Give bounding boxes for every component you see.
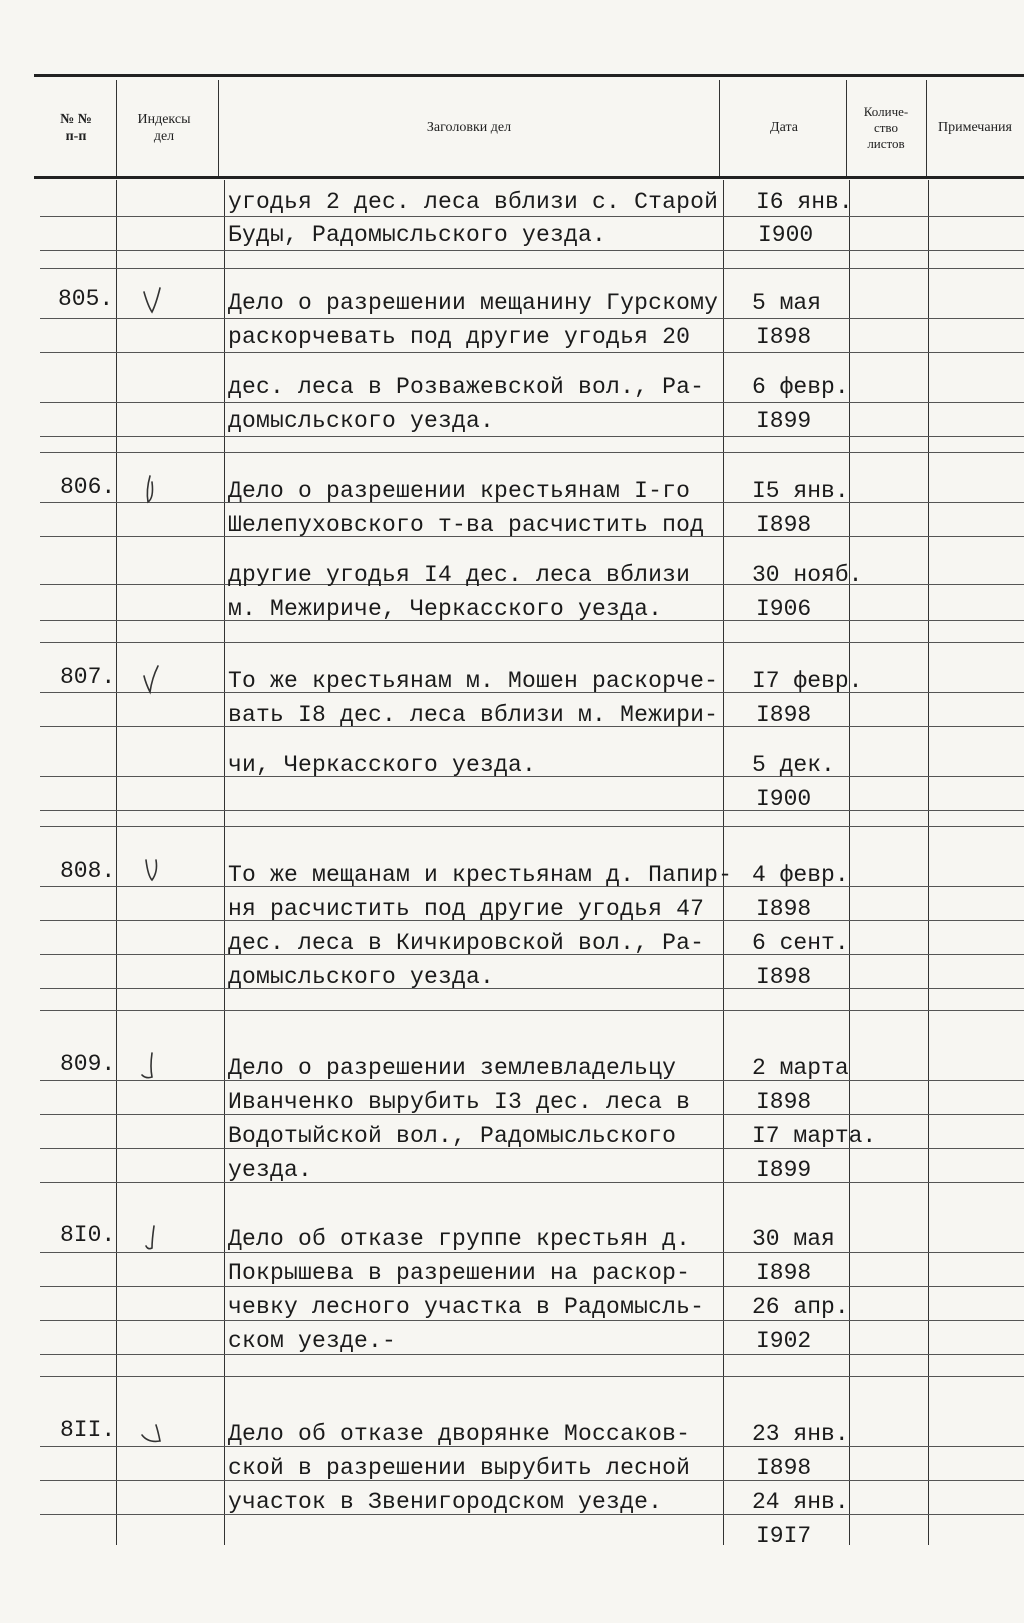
date-value: 4 февр. [752,862,849,888]
title-line: Дело о разрешении крестьянам I-го [228,478,691,504]
row-rule [40,1286,1024,1287]
date-value: 5 мая [752,290,822,316]
title-line: Буды, Радомысльского уезда. [228,222,607,248]
row-rule [40,1010,1024,1011]
header-separator [719,80,720,176]
date-value: I900 [758,222,814,248]
date-value: I906 [756,596,812,622]
header-separator [218,80,219,176]
entry-number: 805. [58,286,114,312]
date-value: I900 [756,786,812,812]
title-line: раскорчевать под другие угодья 20 [228,324,691,350]
date-value: I902 [756,1328,812,1354]
entry-number: 8I0. [60,1222,116,1248]
title-line: То же крестьянам м. Мошен раскорче- [228,668,719,694]
header-date: Дата [770,120,798,136]
column-line [116,180,117,1545]
title-line: участок в Звенигородском уезде. [228,1489,663,1515]
header-separator [846,80,847,176]
row-rule [40,402,1024,403]
entry-number: 809. [60,1051,116,1077]
checkmark-icon [138,1049,164,1083]
title-line: другие угодья I4 дес. леса вблизи [228,562,691,588]
entry-number: 8II. [60,1417,116,1443]
title-line: ня расчистить под другие угодья 47 [228,896,705,922]
title-line: Иванченко вырубить I3 дес. леса в [228,1089,691,1115]
date-value: 30 мая [752,1226,835,1252]
header-bottom-rule [34,176,1024,179]
date-value: I898 [756,1089,812,1115]
row-rule [40,318,1024,319]
column-line [928,180,929,1545]
row-rule [40,216,1024,217]
title-line: м. Межириче, Черкасского уезда. [228,596,663,622]
row-rule [40,642,1024,643]
date-value: 30 нояб. [752,562,863,588]
checkmark-icon [138,1415,164,1449]
row-rule [40,352,1024,353]
title-line: ской в разрешении вырубить лесной [228,1455,691,1481]
column-line [224,180,225,1545]
row-rule [40,1182,1024,1183]
row-rule [40,826,1024,827]
row-rule [40,1376,1024,1377]
header-notes: Примечания [937,120,1012,136]
date-value: I898 [756,512,812,538]
checkmark-icon [138,284,164,318]
date-value: 24 янв. [752,1489,849,1515]
title-line: Шелепуховского т-ва расчистить под [228,512,705,538]
title-line: То же мещанам и крестьянам д. Папир- [228,862,733,888]
row-rule [40,1354,1024,1355]
header-index: Индексы дел [137,111,191,144]
title-line: вать I8 дес. леса вблизи м. Межири- [228,702,719,728]
title-line: ском уезде.- [228,1328,397,1354]
date-value: I898 [756,1455,812,1481]
row-rule [40,1252,1024,1253]
column-line [849,180,850,1545]
title-line: дес. леса в Кичкировской вол., Ра- [228,930,705,956]
date-value: 2 марта [752,1055,849,1081]
title-line: Водотыйской вол., Радомысльского [228,1123,677,1149]
entry-number: 807. [60,664,116,690]
title-line: Дело о разрешении землевладельцу [228,1055,677,1081]
header-number: № № п-п [60,111,92,144]
date-value: I898 [756,1260,812,1286]
entry-number: 806. [60,474,116,500]
title-line: дес. леса в Розважевской вол., Ра- [228,374,705,400]
date-value: I6 янв. [756,189,853,215]
date-value: 6 сент. [752,930,849,956]
row-rule [40,452,1024,453]
row-rule [40,436,1024,437]
date-value: 5 дек. [752,752,835,778]
date-value: I7 марта. [752,1123,877,1149]
date-value: I5 янв. [752,478,849,504]
date-value: 26 апр. [752,1294,849,1320]
row-rule [40,1320,1024,1321]
date-value: I9I7 [756,1523,812,1549]
title-line: чевку лесного участка в Радомысль- [228,1294,705,1320]
header-title: Заголовки дел [426,120,512,136]
row-rule [40,988,1024,989]
title-line: домысльского уезда. [228,408,495,434]
title-line: угодья 2 дес. леса вблизи с. Старой [228,189,719,215]
row-rule [40,810,1024,811]
title-line: Дело о разрешении мещанину Гурскому [228,290,719,316]
title-line: Дело об отказе группе крестьян д. [228,1226,691,1252]
header-separator [926,80,927,176]
date-value: 23 янв. [752,1421,849,1447]
checkmark-icon [138,1220,164,1254]
header-separator [116,80,117,176]
title-line: домысльского уезда. [228,964,495,990]
date-value: I898 [756,896,812,922]
title-line: уезда. [228,1157,313,1183]
checkmark-icon [138,856,164,890]
title-line: чи, Черкасского уезда. [228,752,537,778]
checkmark-icon [138,472,164,506]
entry-number: 808. [60,858,116,884]
date-value: I898 [756,324,812,350]
top-rule [34,74,1024,77]
title-line: Покрышева в разрешении на раскор- [228,1260,691,1286]
date-value: I899 [756,1157,812,1183]
row-rule [40,268,1024,269]
checkmark-icon [138,662,164,696]
title-line: Дело об отказе дворянке Моссаков- [228,1421,691,1447]
date-value: I898 [756,702,812,728]
date-value: I898 [756,964,812,990]
date-value: I7 февр. [752,668,863,694]
header-sheets: Количе- ство листов [863,103,909,152]
row-rule [40,250,1024,251]
date-value: I899 [756,408,812,434]
date-value: 6 февр. [752,374,849,400]
